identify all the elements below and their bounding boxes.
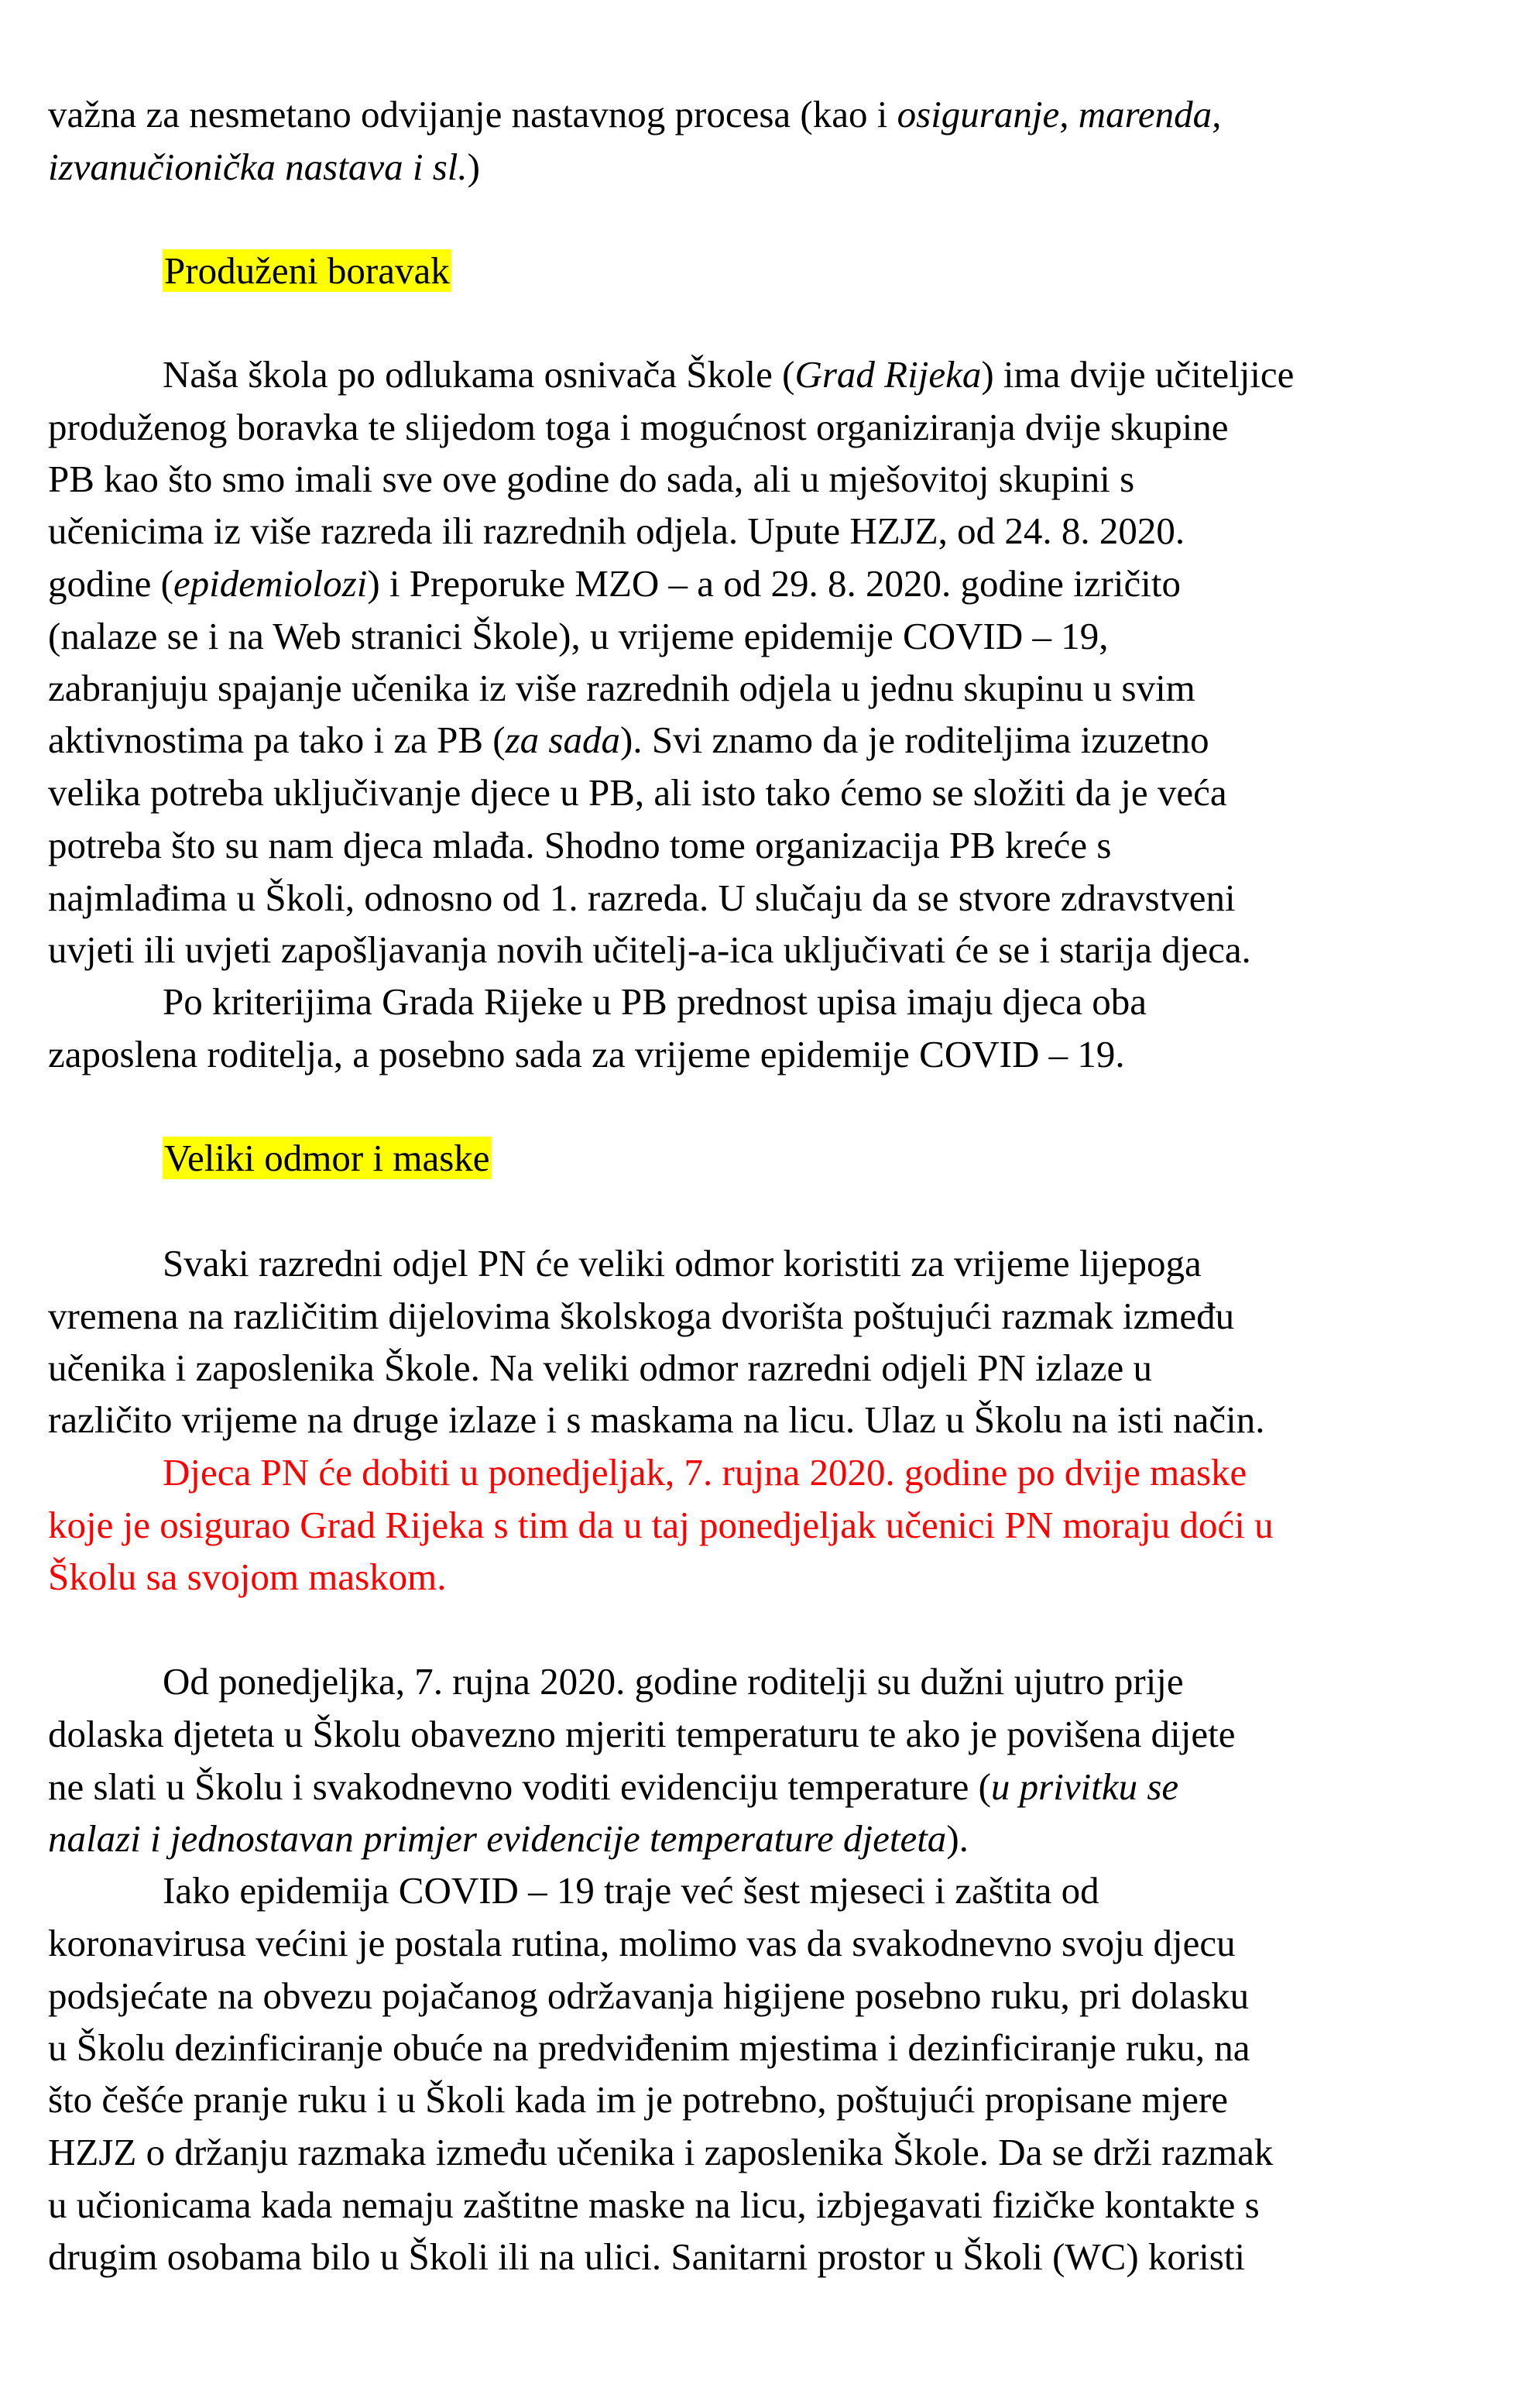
text-line: Svaki razredni odjel PN će veliki odmor koristiti za vrijeme lijepoga: [163, 1242, 1202, 1285]
text-line: vremena na različitim dijelovima školskoga dvorišta poštujući razmak između: [48, 1295, 1235, 1337]
text-line: [48, 91, 1221, 138]
italic-text: nalazi i jednostavan primjer evidencije temperature djeteta: [48, 1817, 947, 1860]
text-run: ). Svi znamo da je roditeljima izuzetno: [620, 719, 1209, 761]
italic-text: osiguranje, marenda,: [897, 93, 1222, 135]
text-line: zaposlena roditelja, a posebno sada za vrijeme epidemije COVID – 19.: [48, 1033, 1125, 1075]
highlighted-heading: Produženi boravak: [164, 249, 450, 292]
text-line: učenika i zaposlenika Škole. Na veliki odmor razredni odjeli PN izlaze u: [48, 1346, 1152, 1389]
text-line: podsjećate na obvezu pojačanog održavanja higijene posebno ruku, pri dolasku: [48, 1974, 1250, 2017]
italic-text: za sada: [505, 719, 620, 761]
red-notice-line: Djeca PN će dobiti u ponedjeljak, 7. rujna 2020. godine po dvije maske: [163, 1451, 1247, 1494]
text-line: [48, 717, 1209, 763]
text-line: različito vrijeme na druge izlaze i s maskama na licu. Ulaz u Školu na isti način.: [48, 1398, 1265, 1441]
text-line: potreba što su nam djeca mlađa. Shodno tome organizacija PB kreće s: [48, 824, 1112, 866]
italic-text: Grad Rijeka: [794, 353, 982, 396]
text-line: [163, 352, 1294, 398]
text-line: u Školu dezinficiranje obuće na predviđenim mjestima i dezinficiranje ruku, na: [48, 2026, 1250, 2069]
text-line: Od ponedjeljka, 7. rujna 2020. godine roditelji su dužni ujutro prije: [163, 1660, 1184, 1703]
italic-text: u privitku se: [990, 1765, 1179, 1808]
text-run: Naša škola po odlukama osnivača Škole (: [163, 353, 795, 396]
section-heading: [163, 1135, 492, 1182]
red-notice-line: koje je osigurao Grad Rijeka s tim da u taj ponedjeljak učenici PN moraju doći u: [48, 1504, 1274, 1546]
text-line: koronavirusa većini je postala rutina, molimo vas da svakodnevno svoju djecu: [48, 1922, 1236, 1964]
text-line: učenicima iz više razreda ili razrednih odjela. Upute HZJZ, od 24. 8. 2020.: [48, 509, 1185, 552]
highlighted-heading: Veliki odmor i maske: [164, 1137, 490, 1179]
text-run: ) ima dvije učiteljice: [981, 353, 1295, 396]
text-line: [48, 144, 480, 190]
text-line: [48, 1764, 1178, 1810]
text-line: Iako epidemija COVID – 19 traje već šest mjeseci i zaštita od: [163, 1869, 1099, 1912]
text-line: uvjeti ili uvjeti zapošljavanja novih učitelj-a-ica uključivati će se i starija djeca.: [48, 928, 1251, 971]
text-line: [48, 1816, 969, 1862]
text-run: važna za nesmetano odvijanje nastavnog procesa (kao i: [48, 93, 897, 135]
text-run: aktivnostima pa tako i za PB (: [48, 719, 506, 761]
text-run: ) i Preporuke MZO – a od 29. 8. 2020. godine izričito: [367, 562, 1181, 605]
text-line: najmlađima u Školi, odnosno od 1. razreda. U slučaju da se stvore zdravstveni: [48, 876, 1236, 919]
text-line: PB kao što smo imali sve ove godine do sada, ali u mješovitoj skupini s: [48, 458, 1135, 500]
text-line: zabranjuju spajanje učenika iz više razrednih odjela u jednu skupinu u svim: [48, 667, 1195, 709]
italic-text: izvanučionička nastava i sl.: [48, 146, 468, 188]
italic-text: epidemiolozi: [173, 562, 368, 605]
red-notice-line: Školu sa svojom maskom.: [48, 1556, 447, 1598]
text-line: što češće pranje ruku i u Školi kada im je potrebno, poštujući propisane mjere: [48, 2078, 1229, 2121]
section-heading: [163, 248, 451, 294]
text-run: ): [467, 146, 480, 188]
text-line: (nalaze se i na Web stranici Škole), u vrijeme epidemije COVID – 19,: [48, 615, 1109, 657]
text-run: godine (: [48, 562, 173, 605]
text-line: [48, 561, 1181, 607]
text-line: u učionicama kada nemaju zaštitne maske na licu, izbjegavati fizičke kontakte s: [48, 2183, 1260, 2226]
text-line: drugim osobama bilo u Školi ili na ulici. Sanitarni prostor u Školi (WC) koristi: [48, 2235, 1246, 2278]
text-run: ne slati u Školu i svakodnevno voditi evidenciju temperature (: [48, 1765, 991, 1808]
text-line: Po kriterijima Grada Rijeke u PB prednost upisa imaju djeca oba: [163, 980, 1147, 1023]
text-line: HZJZ o držanju razmaka između učenika i zaposlenika Škole. Da se drži razmak: [48, 2131, 1274, 2173]
text-line: produženog boravka te slijedom toga i mogućnost organiziranja dvije skupine: [48, 406, 1229, 448]
text-line: dolaska djeteta u Školu obavezno mjeriti temperaturu te ako je povišena dijete: [48, 1713, 1236, 1755]
text-line: velika potreba uključivanje djece u PB, ali isto tako ćemo se složiti da je veća: [48, 771, 1227, 814]
text-run: ).: [946, 1817, 969, 1860]
